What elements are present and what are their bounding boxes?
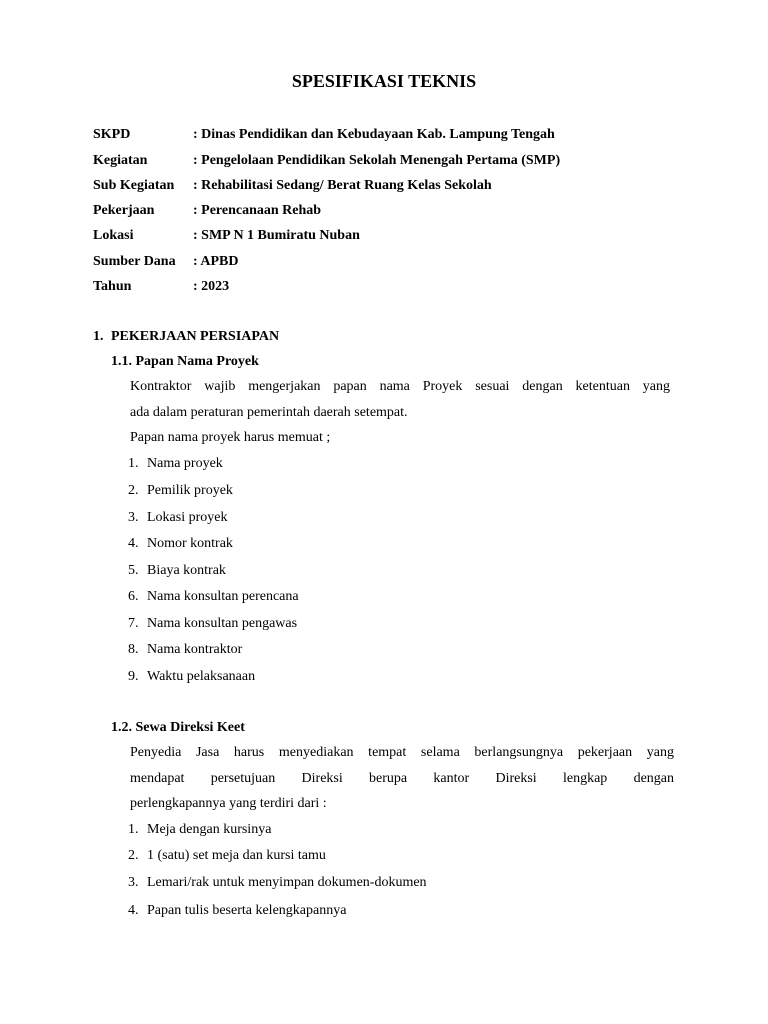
paragraph-line: perlengkapannya yang terdiri dari : xyxy=(130,796,327,811)
meta-label-kegiatan: Kegiatan xyxy=(93,153,148,168)
list-item-number: 8. xyxy=(128,642,139,657)
meta-label-skpd: SKPD xyxy=(93,127,131,142)
list-item-text: Waktu pelaksanaan xyxy=(147,669,256,684)
paragraph-line: mendapat persetujuan Direksi berupa kantor Direksi lengkap dengan xyxy=(130,771,674,786)
list-item-number: 3. xyxy=(128,875,139,890)
section-number: 1. xyxy=(93,329,104,344)
meta-value-lokasi: : SMP N 1 Bumiratu Nuban xyxy=(193,228,360,243)
list-item-text: Lokasi proyek xyxy=(147,510,228,525)
meta-value-skpd: : Dinas Pendidikan dan Kebudayaan Kab. Lampung Tengah xyxy=(193,127,555,142)
document-title: SPESIFIKASI TEKNIS xyxy=(291,71,477,91)
meta-label-tahun: Tahun xyxy=(93,279,132,294)
list-item-number: 4. xyxy=(128,903,139,918)
list-item-text: Nama konsultan pengawas xyxy=(147,616,298,631)
meta-value-sumber-dana: : APBD xyxy=(193,254,239,269)
meta-label-sumber-dana: Sumber Dana xyxy=(93,254,176,269)
subsection-heading-direksi-keet: 1.2. Sewa Direksi Keet xyxy=(111,720,245,735)
list-item-text: Papan tulis beserta kelengkapannya xyxy=(147,903,347,918)
list-item-text: Nama proyek xyxy=(147,456,223,471)
list-item-number: 4. xyxy=(128,536,139,551)
meta-value-tahun: : 2023 xyxy=(193,279,230,294)
list-item-number: 5. xyxy=(128,563,139,578)
list-item-text: Meja dengan kursinya xyxy=(147,822,272,837)
list-item-text: Lemari/rak untuk menyimpan dokumen-dokumen xyxy=(147,875,427,890)
list-intro: Papan nama proyek harus memuat ; xyxy=(130,430,331,445)
list-item-text: Biaya kontrak xyxy=(147,563,226,578)
list-item-text: Nama konsultan perencana xyxy=(147,589,299,604)
subsection-heading-papan-nama: 1.1. Papan Nama Proyek xyxy=(111,354,259,369)
list-item-number: 7. xyxy=(128,616,139,631)
paragraph-line: ada dalam peraturan pemerintah daerah setempat. xyxy=(130,405,408,420)
list-item-text: Pemilik proyek xyxy=(147,483,233,498)
section-title: PEKERJAAN PERSIAPAN xyxy=(111,329,280,344)
meta-label-sub-kegiatan: Sub Kegiatan xyxy=(93,178,175,193)
list-item-text: 1 (satu) set meja dan kursi tamu xyxy=(147,848,326,863)
list-item-number: 6. xyxy=(128,589,139,604)
meta-label-lokasi: Lokasi xyxy=(93,228,134,243)
list-item-number: 2. xyxy=(128,483,139,498)
paragraph-line: Kontraktor wajib mengerjakan papan nama Proyek sesuai dengan ketentuan yang xyxy=(130,379,670,394)
list-item-number: 3. xyxy=(128,510,139,525)
meta-value-kegiatan: : Pengelolaan Pendidikan Sekolah Menengah Pertama (SMP) xyxy=(193,153,561,168)
paragraph-line: Penyedia Jasa harus menyediakan tempat selama berlangsungnya pekerjaan yang xyxy=(130,745,674,760)
list-item-number: 2. xyxy=(128,848,139,863)
list-item-text: Nama kontraktor xyxy=(147,642,243,657)
meta-value-sub-kegiatan: : Rehabilitasi Sedang/ Berat Ruang Kelas Sekolah xyxy=(193,178,492,193)
list-item-number: 9. xyxy=(128,669,139,684)
list-item-text: Nomor kontrak xyxy=(147,536,233,551)
meta-value-pekerjaan: : Perencanaan Rehab xyxy=(193,203,322,218)
list-item-number: 1. xyxy=(128,456,139,471)
list-item-number: 1. xyxy=(128,822,139,837)
meta-label-pekerjaan: Pekerjaan xyxy=(93,203,155,218)
